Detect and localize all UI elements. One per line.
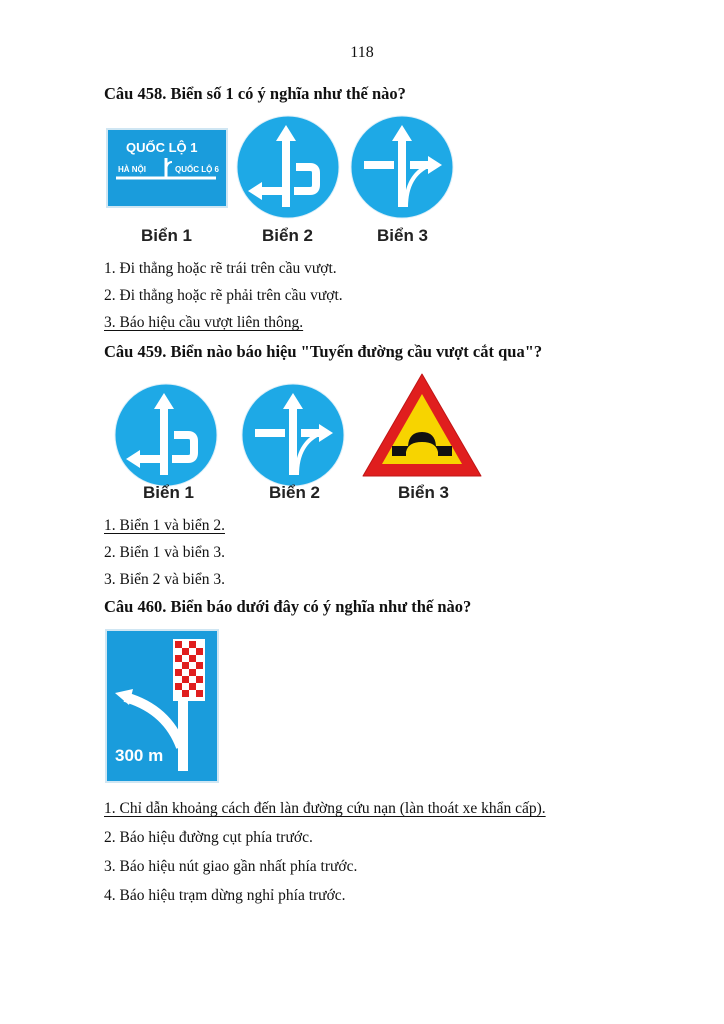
sign-460-distance: 300 m xyxy=(115,746,164,765)
sign-459-1-straight-or-left-via-overpass-icon xyxy=(114,383,218,487)
caption-459-3: Biển 3 xyxy=(398,483,450,502)
caption-458-1: Biển 1 xyxy=(141,226,193,245)
answer-459-3: 3. Biển 2 và biển 3. xyxy=(104,571,225,588)
answer-459-1-correct: 1. Biển 1 và biển 2. xyxy=(104,517,225,534)
answer-460-3: 3. Báo hiệu nút giao gần nhất phía trước. xyxy=(104,858,358,875)
question-460-title: Câu 460. Biển báo dưới đây có ý nghĩa như thế nào? xyxy=(104,597,472,616)
caption-458-3: Biển 3 xyxy=(377,226,429,245)
board-road-label: QUỐC LỘ 1 xyxy=(126,140,198,155)
answer-458-2: 2. Đi thẳng hoặc rẽ phải trên cầu vượt. xyxy=(104,287,343,304)
answer-460-4: 4. Báo hiệu trạm dừng nghỉ phía trước. xyxy=(104,887,346,904)
answer-458-3-correct: 3. Báo hiệu cầu vượt liên thông. xyxy=(104,314,304,331)
caption-458-2: Biển 2 xyxy=(262,226,314,245)
board-right-label: QUỐC LỘ 6 xyxy=(175,165,220,174)
sign-458-3-straight-or-right-via-overpass-icon xyxy=(350,115,454,219)
question-458-title: Câu 458. Biển số 1 có ý nghĩa như thế nào? xyxy=(104,84,406,103)
answer-460-1-correct: 1. Chỉ dẫn khoảng cách đến làn đường cứu nạn (làn thoát xe khẩn cấp). xyxy=(104,800,546,817)
sign-458-1-direction-board xyxy=(106,128,228,208)
answer-460-2: 2. Báo hiệu đường cụt phía trước. xyxy=(104,829,313,846)
sign-460-emergency-escape-lane-icon xyxy=(105,629,219,783)
page-number: 118 xyxy=(350,44,374,61)
caption-459-2: Biển 2 xyxy=(269,483,321,502)
caption-459-1: Biển 1 xyxy=(143,483,195,502)
answer-458-1: 1. Đi thẳng hoặc rẽ trái trên cầu vượt. xyxy=(104,260,337,277)
question-459-title: Câu 459. Biển nào báo hiệu "Tuyến đường cầu vượt cắt qua"? xyxy=(104,342,543,361)
board-left-label: HÀ NỘI xyxy=(118,165,146,174)
sign-458-2-straight-or-left-via-overpass-icon xyxy=(236,115,340,219)
answer-459-2: 2. Biển 1 và biển 3. xyxy=(104,544,225,561)
sign-459-3-hump-bridge-warning-icon xyxy=(360,370,484,480)
sign-459-2-straight-or-right-via-overpass-icon xyxy=(241,383,345,487)
